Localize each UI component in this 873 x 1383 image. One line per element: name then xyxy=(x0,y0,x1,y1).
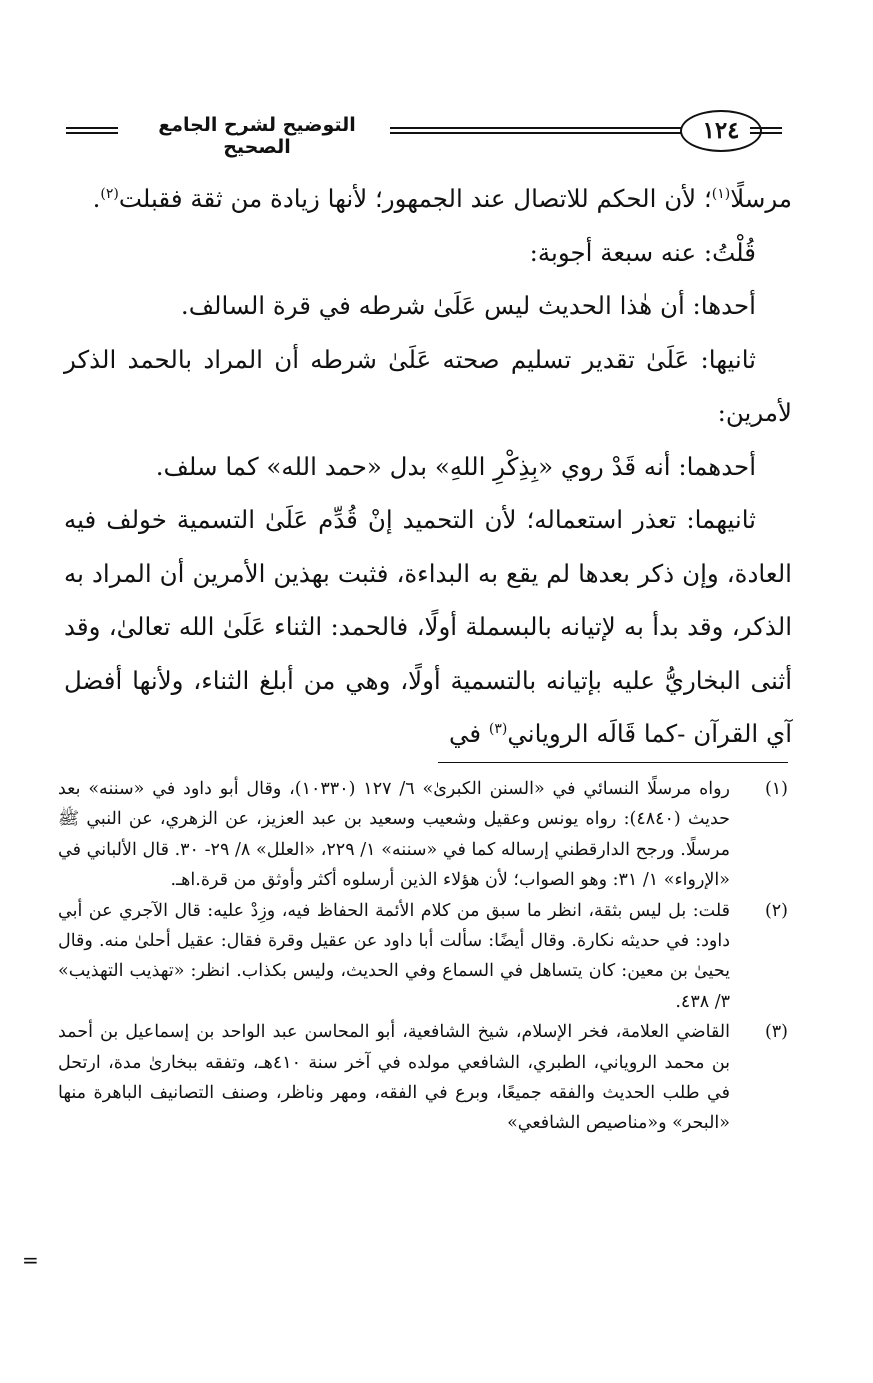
header-rule-middle xyxy=(390,127,702,134)
footnote-1 xyxy=(58,774,788,896)
footnote-2 xyxy=(58,896,788,1018)
header-rule-right xyxy=(750,127,782,134)
paragraph-6 xyxy=(64,493,792,761)
footnote-separator xyxy=(438,762,788,763)
header-rule-left xyxy=(66,127,118,134)
paragraph-1-text: مرسلًا xyxy=(730,184,792,213)
footnote-ref-2: (٢) xyxy=(100,185,119,202)
page-number: ١٢٤ xyxy=(680,110,762,152)
paragraph-1-continuation: ؛ لأن الحكم للاتصال عند الجمهور؛ لأنها زيادة من ثقة فقبلت xyxy=(118,184,712,213)
footnote-ref-1: (١) xyxy=(711,185,731,202)
footnote-3 xyxy=(58,1017,788,1139)
paragraph-6-text: ثانيهما: تعذر استعماله؛ لأن التحميد إنْ قُدِّم عَلَىٰ التسمية خولف فيه العادة، وإن ذكر بعدها لم يقع به البداءة، فثبت بهذين الأمرين أن المراد به الذكر، وقد بدأ به لإتيانه بالبسملة أولًا، فالحمد: الثناء عَلَىٰ الله تعالىٰ، وقد أثنى البخاريُّ عليه بإتيانه بالتسمية أولًا، وهي من أبلغ الثناء، ولأنها أفضل آي القرآن -كما قَالَه الروياني xyxy=(64,505,792,748)
running-title: التوضيح لشرح الجامع الصحيح xyxy=(158,114,356,158)
footnote-text: رواه مرسلًا النسائي في «السنن الكبرىٰ» ٦/ ١٢٧ (١٠٣٣٠)، وقال أبو داود في «سننه» بعد حديث (٤٨٤٠): رواه يونس وعقيل وشعيب وسعيد بن عبد العزيز، عن الزهري، عن النبي ﷺ مرسلًا. ورجح الدارقطني إرساله كما في «سننه» ١/ ٢٢٩، «العلل» ٨/ ٢٩- ٣٠. قال الألباني في «الإرواء» ١/ ٣١: وهو الصواب؛ لأن هؤلاء الذين أرسلوه أكثر وأوثق من قرة.اهـ. xyxy=(58,779,731,891)
footnote-ref-3: (٣) xyxy=(488,720,508,737)
paragraph-1-end: . xyxy=(92,184,101,213)
footnote-number: (٣) xyxy=(764,1022,788,1043)
paragraph-4: ثانيها: عَلَىٰ تقدير تسليم صحته عَلَىٰ شرطه أن المراد بالحمد الذكر لأمرين: xyxy=(64,344,792,427)
footnote-text: القاضي العلامة، فخر الإسلام، شيخ الشافعية، أبو المحاسن عبد الواحد بن إسماعيل بن أحمد بن محمد الروياني، الطبري، الشافعي مولده في آخر سنة ٤١٠هـ، وتفقه ببخارىٰ مدة، ارتحل في طلب الحديث والفقه جميعًا، وبرع في الفقه، ومهر وناظر، وصنف التصانيف الباهرة منها «البحر» و«مناصيص الشافعي» xyxy=(58,1022,731,1134)
paragraph-1 xyxy=(64,172,792,226)
footnote-number: (١) xyxy=(764,779,788,799)
continuation-mark: = xyxy=(22,1248,39,1272)
footnote-number: (٢) xyxy=(764,900,788,921)
paragraph-3: أحدها: أن هٰذا الحديث ليس عَلَىٰ شرطه في قرة السالف. xyxy=(180,291,756,320)
footnotes xyxy=(58,774,788,1139)
paragraph-6-end: في xyxy=(449,719,489,748)
running-header xyxy=(60,110,788,156)
footnote-text: قلت: بل ليس بثقة، انظر ما سبق من كلام الأئمة الحفاظ فيه، وزِدْ عليه: قال الآجري عن أبي داود: في حديثه نكارة. وقال أيضًا: سألت أبا داود عن عقيل وقرة فقال: عقيل أحلىٰ منه. وقال يحيىٰ بن معين: كان يتساهل في السماع وفي الحديث، وليس بكذاب. انظر: «تهذيب التهذيب» ٣/ ٤٣٨. xyxy=(58,900,730,1012)
paragraph-2: قُلْتُ: عنه سبعة أجوبة: xyxy=(529,237,756,267)
main-text xyxy=(64,172,792,761)
paragraph-5: أحدهما: أنه قَدْ روي «بِذِكْرِ اللهِ» بدل «حمد الله» كما سلف. xyxy=(155,451,756,481)
